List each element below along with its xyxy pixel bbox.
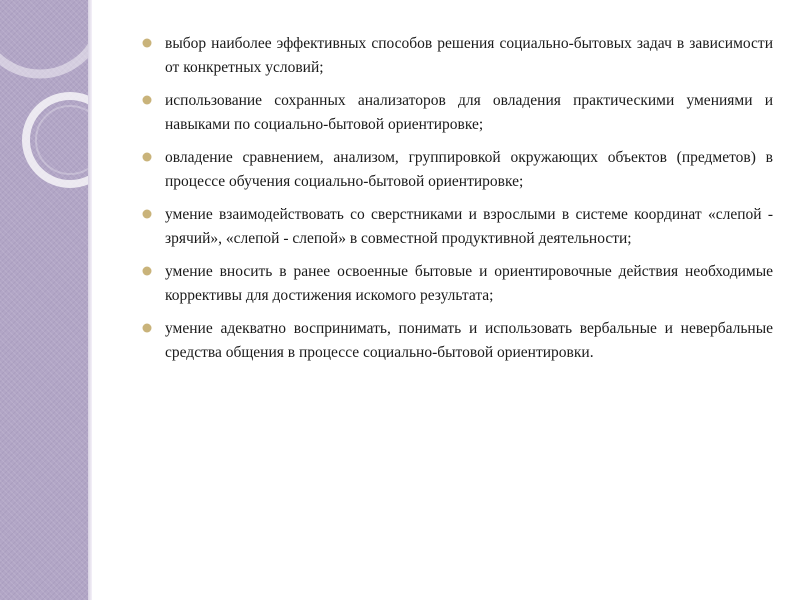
list-item-text: умение взаимодействовать со сверстниками и взрослыми в системе координат «слепой - зрячий», «слепой - слепой» в совместной продуктивной деятельности; [165, 206, 773, 247]
bullet-dot-icon [141, 322, 153, 334]
list-item-text: овладение сравнением, анализом, группировкой окружающих объектов (предметов) в процессе обучения социально-бытовой ориентировке; [165, 149, 773, 190]
list-item [141, 317, 773, 365]
bullet-dot-icon [141, 94, 153, 106]
decorative-ring-large [0, 0, 88, 74]
list-item-text: выбор наиболее эффективных способов решения социально-бытовых задач в зависимости от конкретных условий; [165, 35, 773, 76]
decorative-rings [0, 0, 88, 600]
list-item [141, 32, 773, 80]
bullet-list [141, 32, 773, 365]
bullet-dot-icon [141, 265, 153, 277]
list-item-text: умение адекватно воспринимать, понимать и использовать вербальные и невербальные средства общения в процессе социально-бытовой ориентировки. [165, 320, 773, 361]
bullet-dot-icon [141, 151, 153, 163]
list-item-text: умение вносить в ранее освоенные бытовые и ориентировочные действия необходимые коррективы для достижения искомого результата; [165, 263, 773, 304]
decorative-side-panel [0, 0, 88, 600]
slide-content [141, 32, 773, 374]
list-item [141, 146, 773, 194]
list-item [141, 260, 773, 308]
side-panel-edge [88, 0, 92, 600]
list-item-text: использование сохранных анализаторов для овладения практическими умениями и навыками по социально-бытовой ориентировке; [165, 92, 773, 133]
list-item [141, 203, 773, 251]
bullet-dot-icon [141, 208, 153, 220]
bullet-dot-icon [141, 37, 153, 49]
list-item [141, 89, 773, 137]
decorative-ring-inner [36, 106, 88, 174]
